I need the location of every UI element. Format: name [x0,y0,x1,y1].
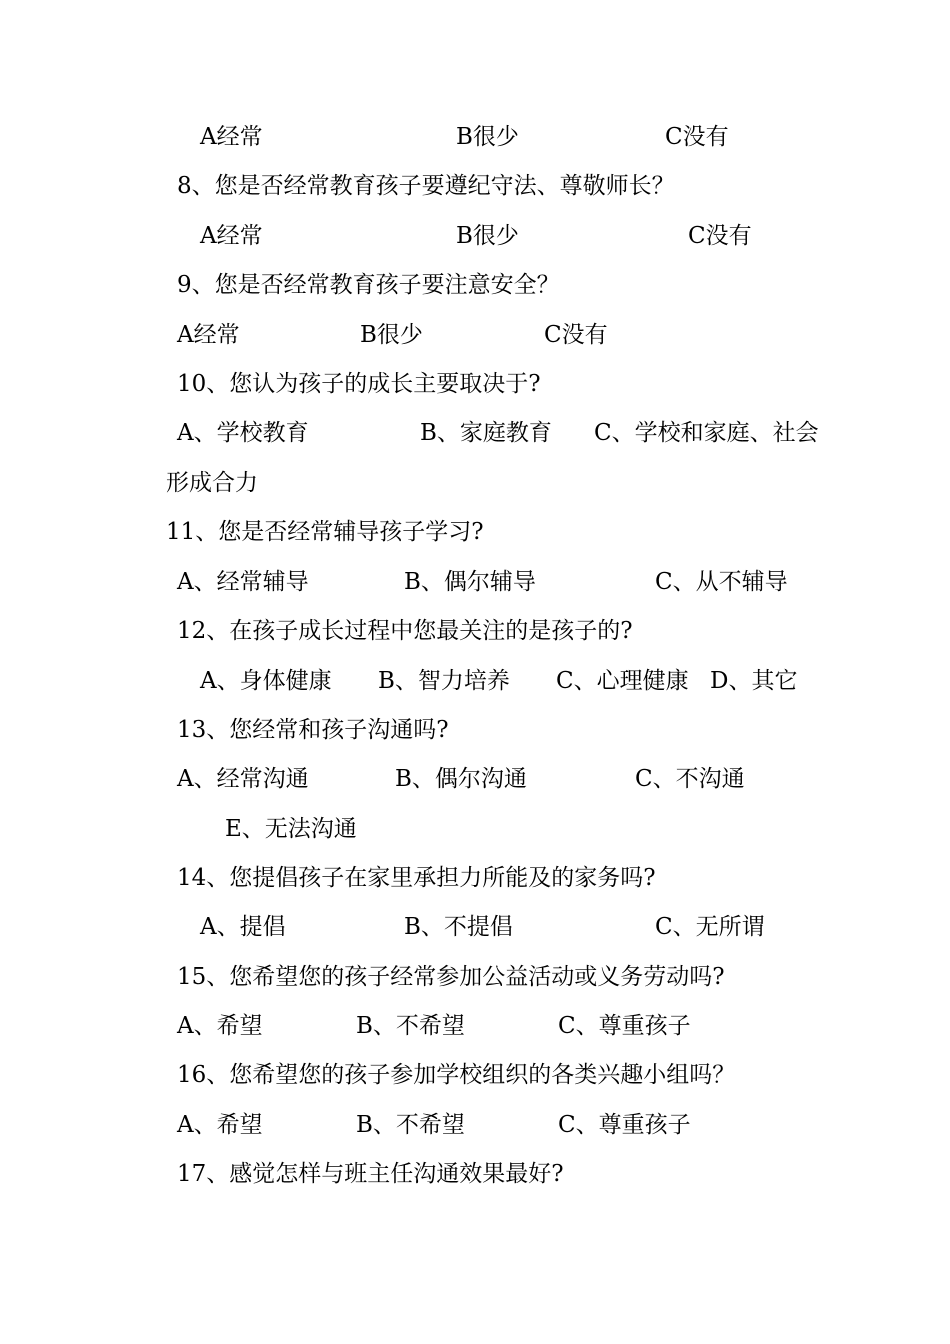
q10-option-a: A、学校教育 [177,420,309,446]
q7-option-b: B很少 [456,124,519,150]
q12-question: 12、在孩子成长过程中您最关注的是孩子的? [177,618,633,644]
q14-question: 14、您提倡孩子在家里承担力所能及的家务吗? [177,865,656,891]
q16-question: 16、您希望您的孩子参加学校组织的各类兴趣小组吗？ [177,1062,736,1088]
q9-option-c: C没有 [544,322,608,348]
q13-question: 13、您经常和孩子沟通吗? [177,717,449,743]
q8-option-c: C没有 [688,223,752,249]
q7-option-c: C没有 [665,124,729,150]
q12-option-a: A、身体健康 [200,668,332,694]
q8-option-b: B很少 [456,223,519,249]
q15-option-b: B、不希望 [356,1013,465,1039]
q10-question: 10、您认为孩子的成长主要取决于? [177,371,541,397]
q16-option-b: B、不希望 [356,1112,465,1138]
q13-option-b: B、偶尔沟通 [395,766,527,792]
q7-option-a: A经常 [200,124,263,150]
q9-question: 9、您是否经常教育孩子要注意安全？ [177,272,560,298]
q9-option-b: B很少 [360,322,423,348]
q10-option-c-continued: 形成合力 [166,470,258,496]
q14-option-b: B、不提倡 [404,914,513,940]
q13-option-c: C、不沟通 [635,766,745,792]
q11-option-a: A、经常辅导 [177,569,309,595]
q12-option-c: C、心理健康 [556,668,689,694]
q15-question: 15、您希望您的孩子经常参加公益活动或义务劳动吗? [177,964,725,990]
q12-option-b: B、智力培养 [378,668,510,694]
q17-question: 17、感觉怎样与班主任沟通效果最好? [177,1161,564,1187]
q13-option-a: A、经常沟通 [177,766,309,792]
q9-option-a: A经常 [177,322,240,348]
q16-option-a: A、希望 [177,1112,263,1138]
q15-option-a: A、希望 [177,1013,263,1039]
q11-option-b: B、偶尔辅导 [404,569,536,595]
q10-option-b: B、家庭教育 [420,420,552,446]
q12-option-d: D、其它 [710,668,798,694]
q11-question: 11、您是否经常辅导孩子学习? [166,519,484,545]
q16-option-c: C、尊重孩子 [558,1112,691,1138]
q14-option-a: A、提倡 [200,914,286,940]
q13-option-e: E、无法沟通 [225,816,357,842]
q11-option-c: C、从不辅导 [655,569,788,595]
q8-question: 8、您是否经常教育孩子要遵纪守法、尊敬师长？ [177,173,675,199]
q10-option-c: C、学校和家庭、社会 [594,420,819,446]
q8-option-a: A经常 [200,223,263,249]
q14-option-c: C、无所谓 [655,914,765,940]
q15-option-c: C、尊重孩子 [558,1013,691,1039]
